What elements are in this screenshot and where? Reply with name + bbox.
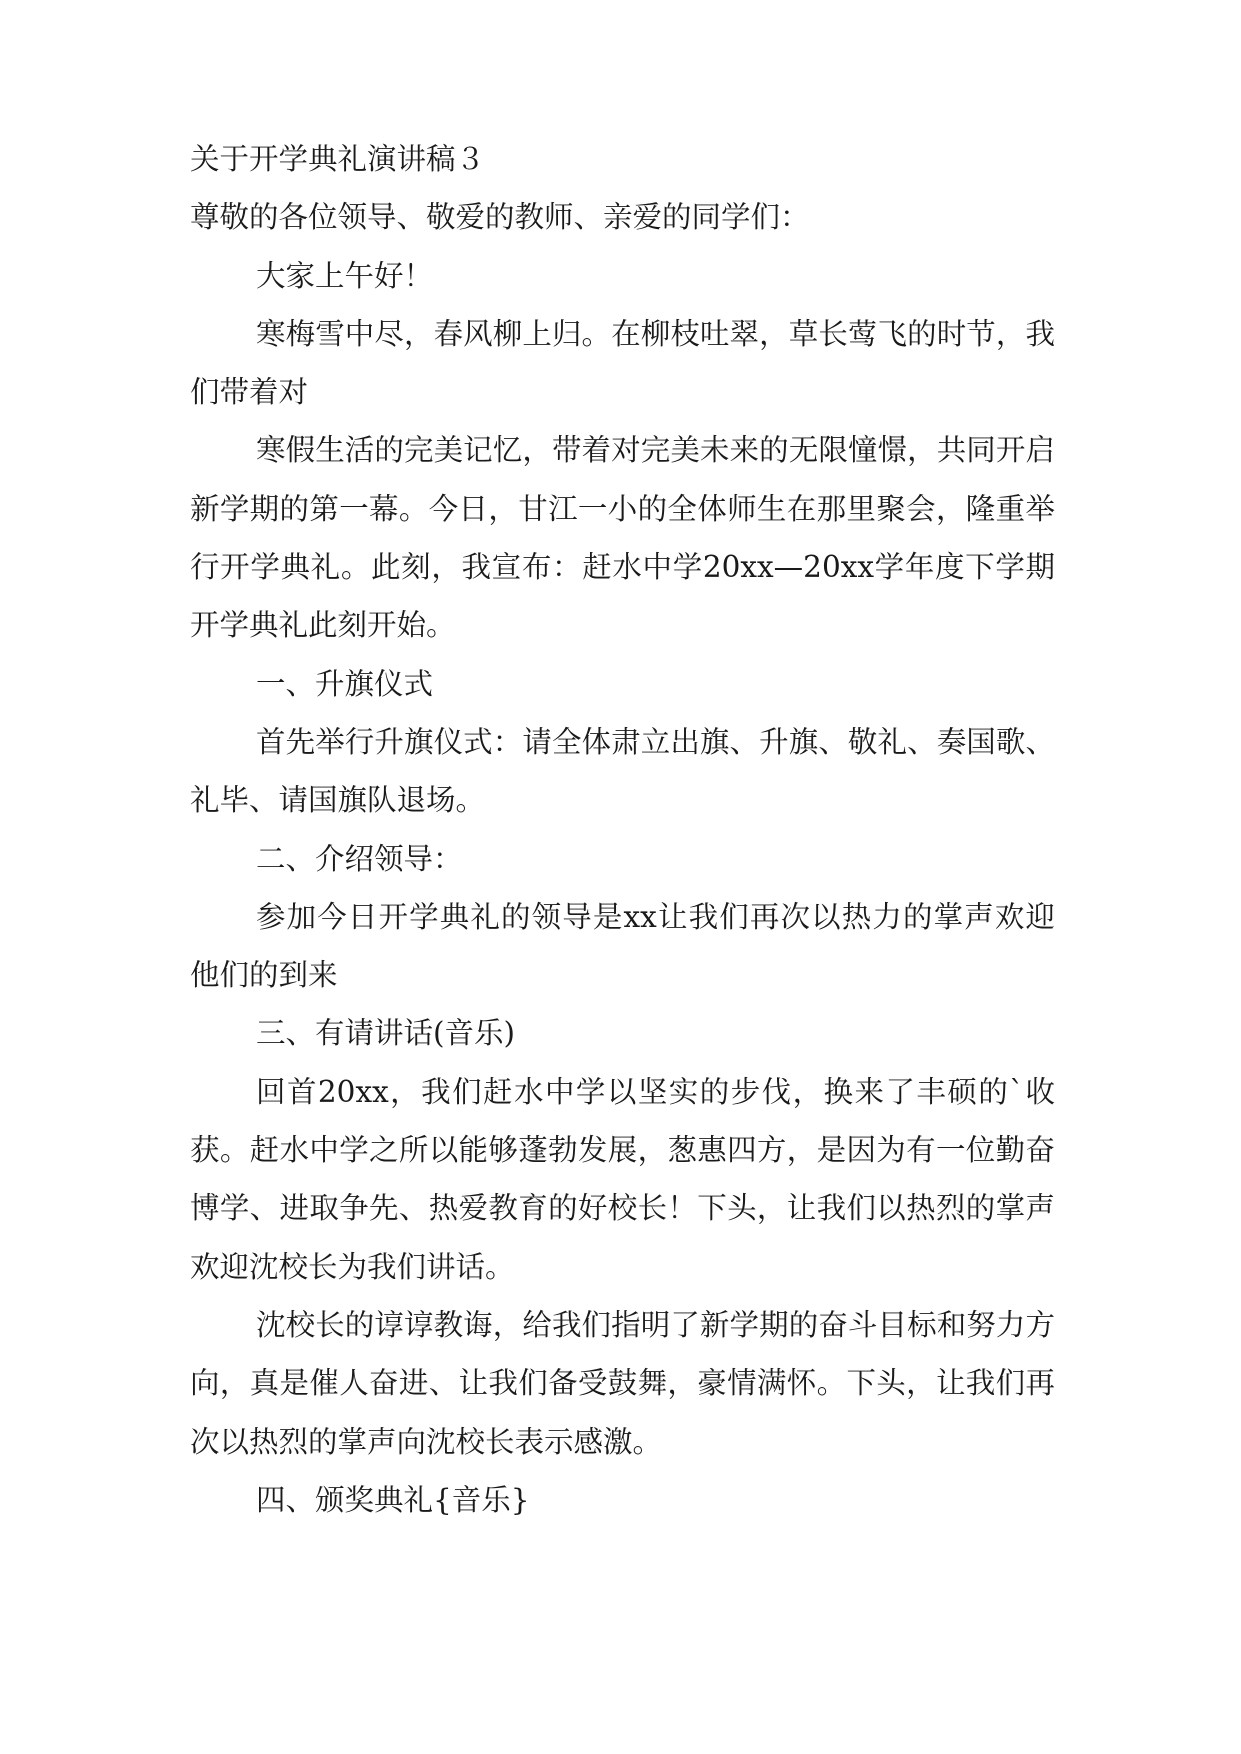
greeting: 尊敬的各位领导、敬爱的教师、亲爱的同学们： [190, 200, 810, 235]
section-heading-flag-raising: 一、升旗仪式 [256, 666, 434, 701]
paragraph-introduce-leaders: 参加今日开学典礼的领导是xx让我们再次以热力的掌声欢迎他们的到来 [190, 899, 1055, 993]
paragraph-thanks-principal: 沈校长的谆谆教诲，给我们指明了新学期的奋斗目标和努力方向，真是催人奋进、让我们备受鼓舞，豪情满怀。下头，让我们再次以热烈的掌声向沈校长表示感激。 [190, 1307, 1055, 1459]
paragraph-spring-intro: 寒梅雪中尽，春风柳上归。在柳枝吐翠，草长莺飞的时节，我们带着对 [190, 316, 1055, 410]
document-body [190, 130, 1055, 1529]
paragraph-review: 回首20xx，我们赶水中学以坚实的步伐，换来了丰硕的`收获。赶水中学之所以能够蓬勃发展，葱惠四方，是因为有一位勤奋博学、进取争先、热爱教育的好校长！下头，让我们以热烈的掌声欢迎沈校长为我们讲话。 [190, 1074, 1055, 1284]
section-heading-speech: 三、有请讲话(音乐) [256, 1016, 516, 1051]
paragraph-flag-raising: 首先举行升旗仪式：请全体肃立出旗、升旗、敬礼、奏国歌、礼毕、请国旗队退场。 [190, 724, 1055, 818]
paragraph-morning-greeting: 大家上午好！ [256, 258, 434, 293]
section-heading-introduce-leaders: 二、介绍领导： [256, 841, 463, 876]
paragraph-opening-announcement: 寒假生活的完美记忆，带着对完美未来的无限憧憬，共同开启新学期的第一幕。今日，甘江一小的全体师生在那里聚会，隆重举行开学典礼。此刻，我宣布：赶水中学20xx—20xx学年度下学期开学典礼此刻开始。 [190, 433, 1055, 643]
section-heading-awards: 四、颁奖典礼{音乐} [256, 1482, 530, 1517]
document-title: 关于开学典礼演讲稿３ [190, 142, 486, 176]
